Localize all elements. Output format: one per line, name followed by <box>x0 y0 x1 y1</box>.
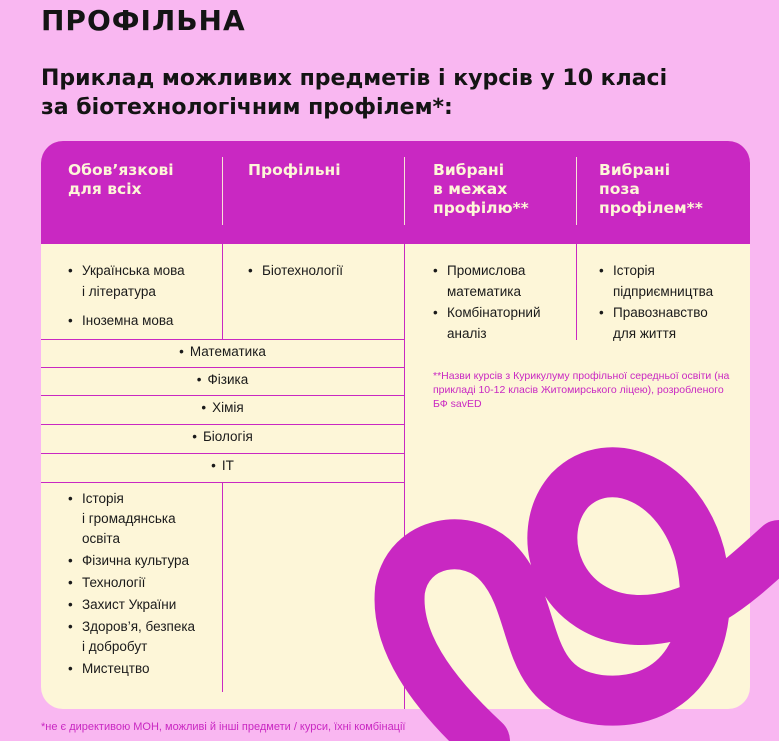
grid-line <box>404 244 405 709</box>
page-title <box>41 64 741 122</box>
header-outside-profile: Вибрані поза профілем** <box>599 161 703 217</box>
grid-line <box>41 367 404 368</box>
header-divider <box>222 157 223 225</box>
shared-row: • IT <box>211 458 234 473</box>
shared-row: • Біологія <box>192 429 253 444</box>
shared-row-label: Біологія <box>202 429 253 444</box>
header-mandatory: Обов’язкові для всіх <box>68 161 174 198</box>
brand-logo: ПРОФІЛЬНА <box>41 4 246 37</box>
list-item: • Іноземна мова <box>68 310 218 331</box>
shared-row: • Математика <box>179 344 266 359</box>
list-item: • Правознавство для життя <box>599 302 744 344</box>
list-item: • Промислова математика <box>433 260 573 302</box>
shared-row-label: Фізика <box>207 372 249 387</box>
title-line-2: за біотехнологічним профілем*: <box>41 95 453 120</box>
grid-line <box>41 482 404 483</box>
shared-row: • Хімія <box>201 400 244 415</box>
course-note: **Назви курсів з Курикулуму профільної середньої освіти (на прикладі 10-12 класів Житомирського ліцею), розробленого БФ savED <box>433 370 730 410</box>
list-item: • Технології <box>68 573 218 593</box>
footnote: *не є директивою МОН, можливі й інші предмети / курси, їхні комбінації <box>41 721 406 733</box>
list-item: • Фізична культура <box>68 551 218 571</box>
list-item: • Історія підприємництва <box>599 260 744 302</box>
outside-profile-cell <box>599 260 744 344</box>
shared-row-label: Математика <box>189 344 266 359</box>
grid-line <box>41 453 404 454</box>
header-profile: Профільні <box>248 161 341 179</box>
list-item: • Здоров’я, безпека і добробут <box>68 617 218 657</box>
header-divider <box>404 157 405 225</box>
list-item: • Біотехнології <box>248 260 398 281</box>
grid-line <box>41 424 404 425</box>
header-within-profile: Вибрані в межах профілю** <box>433 161 529 217</box>
list-item: • Історія і громадянська освіта <box>68 489 218 549</box>
title-line-1: Приклад можливих предметів і курсів у 10 класі <box>41 66 668 91</box>
grid-line <box>222 482 223 692</box>
list-item: • Українська мова і література <box>68 260 218 302</box>
courses-table <box>41 141 750 709</box>
grid-line <box>41 339 404 340</box>
shared-row-label: Хімія <box>212 400 244 415</box>
profile-cell <box>248 260 398 281</box>
shared-row: • Фізика <box>196 372 249 387</box>
header-divider <box>576 157 577 225</box>
mandatory-bottom-cell <box>68 489 218 679</box>
grid-line <box>222 244 223 340</box>
mandatory-top-cell <box>68 260 218 331</box>
list-item: • Мистецтво <box>68 659 218 679</box>
grid-line <box>41 395 404 396</box>
grid-line <box>576 244 577 340</box>
within-profile-cell <box>433 260 573 344</box>
table-header <box>41 141 750 244</box>
shared-row-label: IT <box>221 458 234 473</box>
list-item: • Захист України <box>68 595 218 615</box>
list-item: • Комбінаторний аналіз <box>433 302 573 344</box>
